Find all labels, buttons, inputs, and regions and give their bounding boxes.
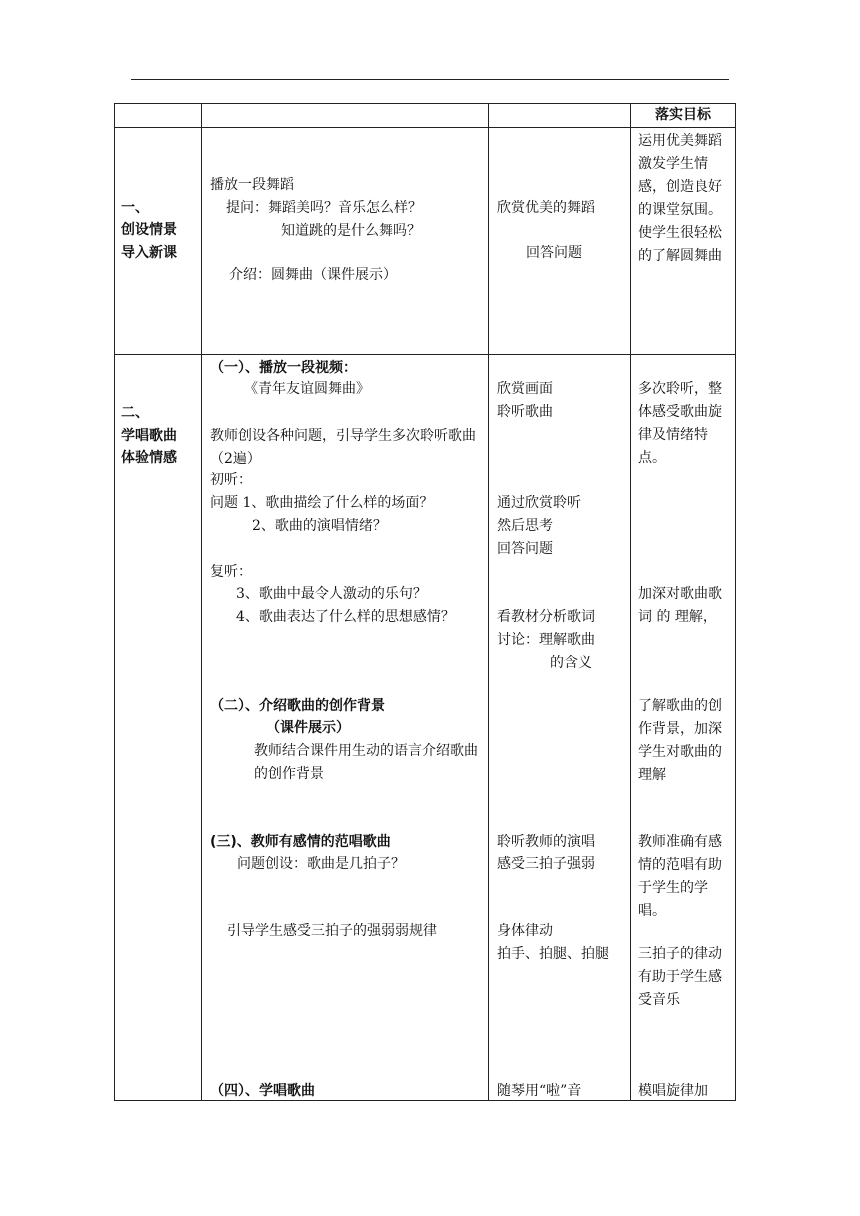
student-activity-5a: 身体律动	[497, 923, 553, 939]
section1-number: 一、	[121, 200, 149, 216]
part1-heading: （一）、播放一段视频：	[210, 360, 357, 376]
section1-title-line2: 创设情景	[121, 222, 177, 238]
student-activity-6: 随琴用“啦”音	[497, 1083, 582, 1099]
lesson-plan-table	[114, 103, 736, 1101]
section1-teacher-line2: 提问：舞蹈美吗？音乐怎么样？	[226, 200, 422, 216]
goal-text-2: 加深对歌曲歌 词 的 理解，	[638, 586, 722, 625]
section2-teacher-cell	[202, 355, 489, 1101]
header-cell-empty-2	[202, 104, 489, 128]
section1-teacher-line1: 播放一段舞蹈	[210, 177, 294, 193]
section1-title-line3: 导入新课	[121, 245, 177, 261]
section1-goal-cell	[631, 128, 736, 355]
student-activity-2b: 然后思考	[497, 518, 553, 534]
part3-heading: (三)、教师有感情的范唱歌曲	[210, 834, 391, 850]
part1-question4: 4、歌曲表达了什么样的思想感情？	[236, 609, 455, 625]
goal-column-header: 落实目标	[655, 107, 711, 123]
table-header-row	[115, 104, 736, 128]
section2-row	[115, 355, 736, 1101]
part1-question2: 2、歌曲的演唱情绪？	[252, 518, 387, 534]
part1-second-listen: 复听：	[210, 564, 252, 580]
section1-title-cell	[115, 128, 202, 355]
part1-question1: 问题 1、歌曲描绘了什么样的场面？	[210, 495, 434, 511]
section2-goal-cell	[631, 355, 736, 1101]
goal-text-6: 模唱旋律加	[638, 1083, 708, 1099]
part2-heading: （二）、介绍歌曲的创作背景	[210, 698, 385, 714]
part4-heading: （四）、学唱歌曲	[210, 1083, 315, 1099]
section1-student-line1: 欣赏优美的舞蹈	[497, 200, 595, 216]
student-activity-3c: 的含义	[550, 655, 592, 671]
part1-description: 教师创设各种问题，引导学生多次聆听歌曲（2遍）	[210, 428, 476, 467]
student-activity-2a: 通过欣赏聆听	[497, 495, 581, 511]
section2-title-line3: 体验情感	[121, 450, 177, 466]
student-activity-2c: 回答问题	[497, 541, 553, 557]
goal-text-1: 多次聆听，整体感受歌曲旋律及情绪特点。	[638, 381, 722, 466]
student-activity-3b: 讨论：理解歌曲	[497, 632, 595, 648]
section1-student-line2: 回答问题	[526, 245, 582, 261]
part2-subheading: （课件展示）	[266, 720, 350, 736]
part1-question3: 3、歌曲中最令人激动的乐句？	[236, 586, 427, 602]
goal-text-5: 三拍子的律动有助于学生感受音乐	[638, 946, 722, 1008]
header-cell-empty-1	[115, 104, 202, 128]
header-cell-empty-3	[489, 104, 631, 128]
goal-text-4: 教师准确有感情的范唱有助于学生的学唱。	[638, 834, 722, 919]
section1-teacher-cell	[202, 128, 489, 355]
part3-guide: 引导学生感受三拍子的强弱弱规律	[227, 923, 437, 939]
section1-student-cell	[489, 128, 631, 355]
student-activity-4a: 聆听教师的演唱	[497, 834, 595, 850]
section1-goal-text: 运用优美舞蹈激发学生情感，创造良好的课堂氛围。使学生很轻松的了解圆舞曲	[638, 133, 722, 264]
section1-row	[115, 128, 736, 355]
section2-title-line2: 学唱歌曲	[121, 428, 177, 444]
part3-question: 问题创设：歌曲是几拍子？	[237, 856, 405, 872]
student-activity-4b: 感受三拍子强弱	[497, 856, 595, 872]
student-activity-1a: 欣赏画面	[497, 381, 553, 397]
header-cell-goal	[631, 104, 736, 128]
section2-title-cell	[115, 355, 202, 1101]
goal-text-3: 了解歌曲的创作背景，加深学生对歌曲的理解	[638, 698, 722, 783]
section2-student-cell	[489, 355, 631, 1101]
student-activity-1b: 聆听歌曲	[497, 404, 553, 420]
section2-number: 二、	[121, 405, 149, 421]
header-rule	[131, 79, 729, 80]
part1-video-title: 《青年友谊圆舞曲》	[244, 381, 370, 397]
part2-description: 教师结合课件用生动的语言介绍歌曲的创作背景	[254, 743, 478, 782]
student-activity-3a: 看教材分析歌词	[497, 609, 595, 625]
section1-teacher-line3: 知道跳的是什么舞吗？	[281, 223, 421, 239]
student-activity-5b: 拍手、拍腿、拍腿	[497, 946, 609, 962]
part1-first-listen: 初听：	[210, 472, 252, 488]
section1-teacher-line4: 介绍：圆舞曲（课件展示）	[229, 267, 397, 283]
